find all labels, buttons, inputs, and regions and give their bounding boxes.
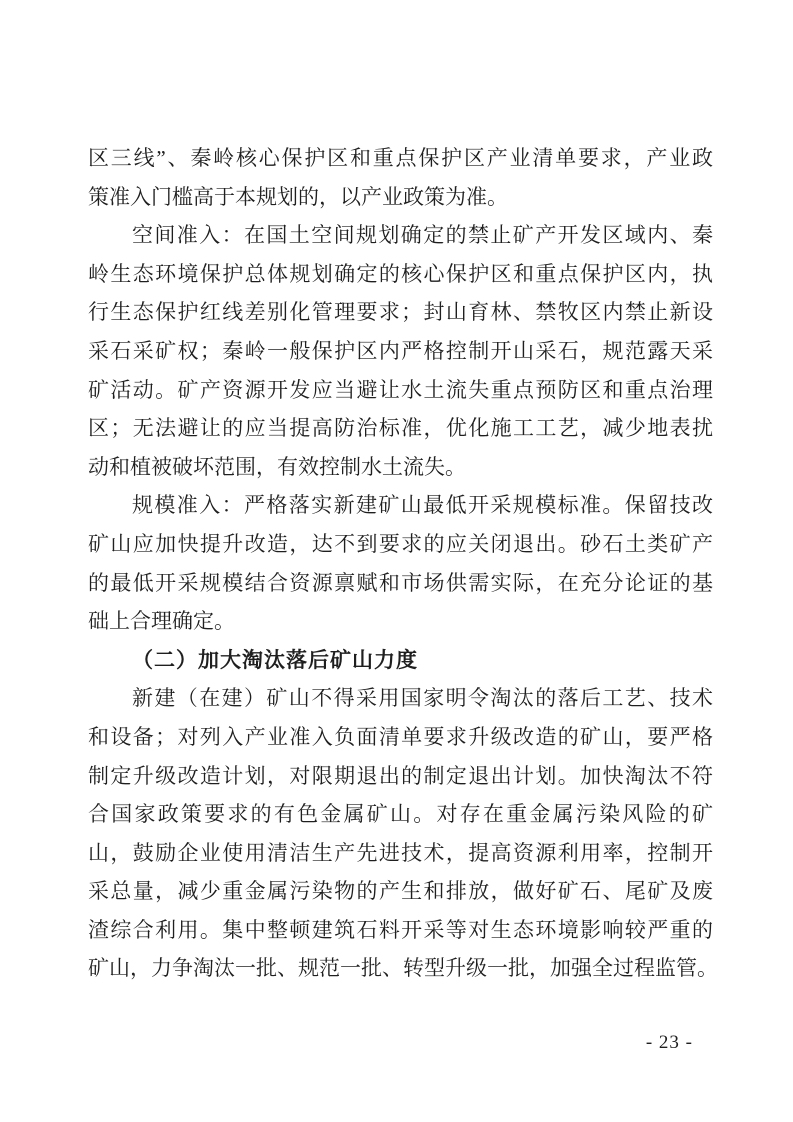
paragraph	[88, 139, 713, 216]
text-line: 空间准入：在国土空间规划确定的禁止矿产开发区域内、秦	[132, 223, 713, 248]
text-line: 行生态保护红线差别化管理要求；封山育林、禁牧区内禁止新设	[88, 300, 713, 325]
text-line: 岭生态环境保护总体规划确定的核心保护区和重点保护区内，执	[88, 261, 713, 286]
text-line: 制定升级改造计划，对限期退出的制定退出计划。加快淘汰不符	[88, 763, 713, 788]
text-line: 矿山，力争淘汰一批、规范一批、转型升级一批，加强全过程监管。	[88, 956, 718, 981]
text-line: 和设备；对列入产业准入负面清单要求升级改造的矿山，要严格	[88, 724, 713, 749]
text-line: 策准入门槛高于本规划的，以产业政策为准。	[88, 184, 508, 209]
paragraph	[88, 679, 718, 988]
text-line: 矿活动。矿产资源开发应当避让水土流失重点预防区和重点治理	[88, 377, 713, 402]
text-line: 山，鼓励企业使用清洁生产先进技术，提高资源利用率，控制开	[88, 840, 713, 865]
text-line: （二）加大淘汰落后矿山力度	[132, 647, 418, 672]
text-line: 区三线”、秦岭核心保护区和重点保护区产业清单要求，产业政	[88, 146, 713, 170]
text-line: 合国家政策要求的有色金属矿山。对存在重金属污染风险的矿	[88, 802, 713, 827]
paragraph	[88, 216, 713, 486]
text-line: 区；无法避让的应当提高防治标准，优化施工工艺，减少地表扰	[88, 416, 713, 441]
paragraph	[88, 486, 713, 640]
text-line: 新建（在建）矿山不得采用国家明令淘汰的落后工艺、技术	[132, 686, 713, 711]
text-line: 渣综合利用。集中整顿建筑石料开采等对生态环境影响较严重的	[88, 917, 713, 942]
document-body	[88, 139, 718, 988]
page-number: - 23 -	[645, 1032, 693, 1053]
text-line: 动和植被破坏范围，有效控制水土流失。	[88, 454, 466, 479]
text-line: 规模准入：严格落实新建矿山最低开采规模标准。保留技改	[132, 493, 713, 518]
text-line: 采石采矿权；秦岭一般保护区内严格控制开山采石，规范露天采	[88, 338, 713, 363]
text-line: 采总量，减少重金属污染物的产生和排放，做好矿石、尾矿及废	[88, 879, 713, 904]
text-line: 矿山应加快提升改造，达不到要求的应关闭退出。砂石土类矿产	[88, 531, 713, 556]
text-line: 础上合理确定。	[88, 609, 235, 634]
text-line: 的最低开采规模结合资源禀赋和市场供需实际，在充分论证的基	[88, 570, 713, 595]
section-heading	[88, 641, 713, 680]
